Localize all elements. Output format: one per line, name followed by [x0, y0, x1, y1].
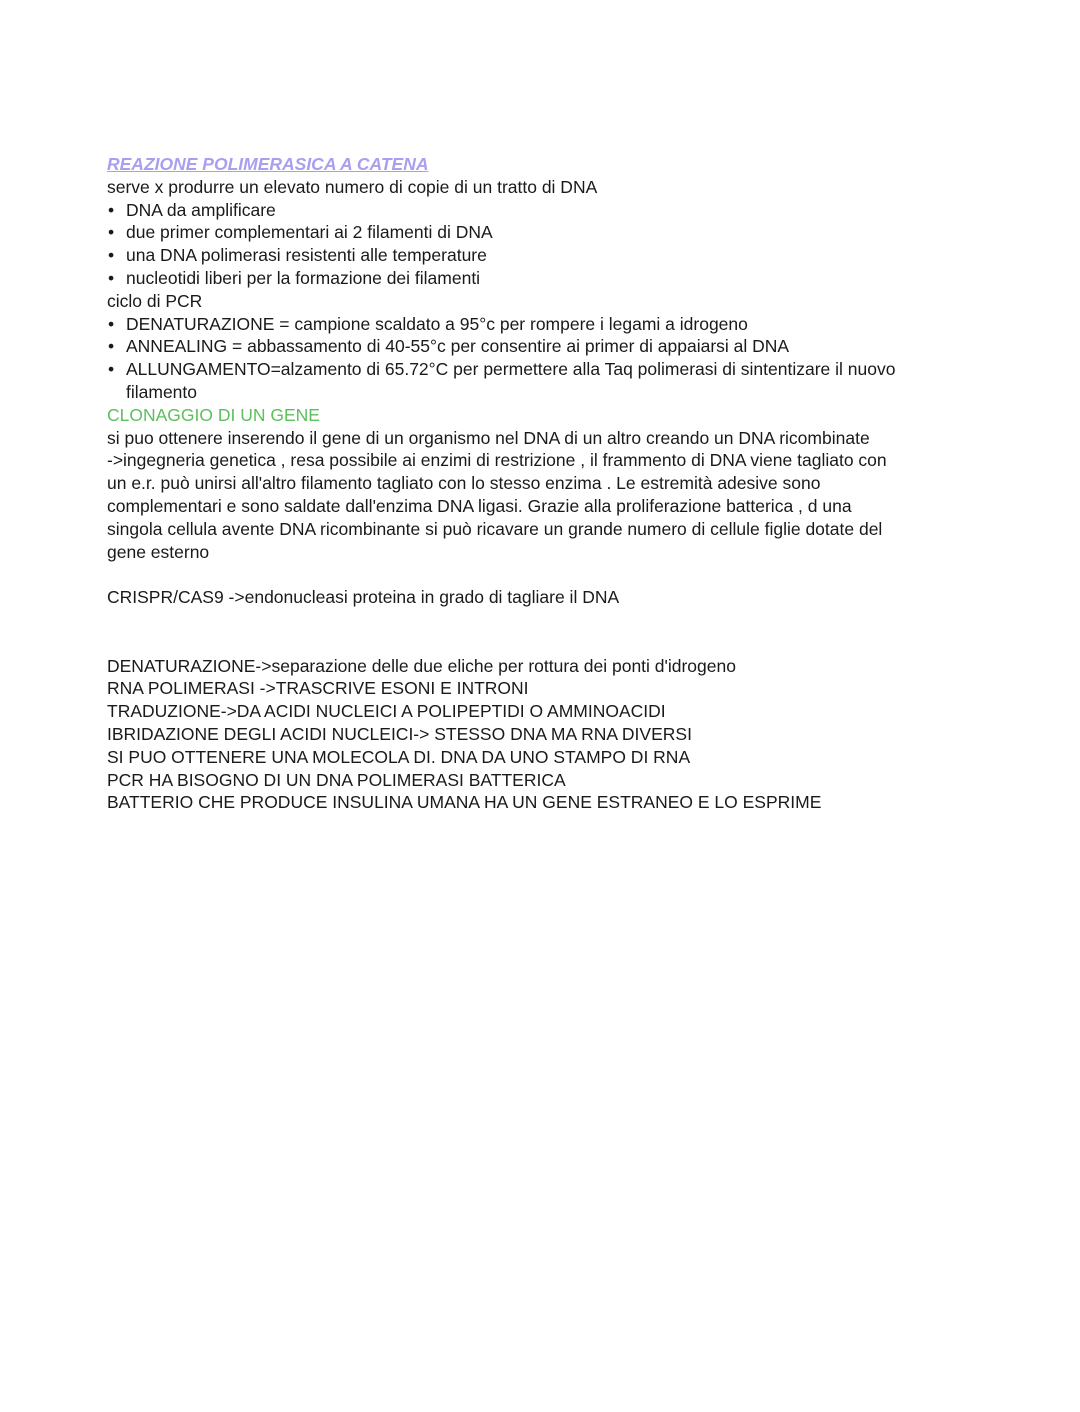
- pcr-cycle-list: [107, 313, 987, 404]
- note-line: IBRIDAZIONE DEGLI ACIDI NUCLEICI-> STESSO DNA MA RNA DIVERSI: [107, 723, 692, 744]
- list-item: • due primer complementari ai 2 filamenti di DNA: [108, 222, 493, 243]
- document-page: [107, 153, 987, 814]
- bullet-icon: •: [108, 245, 115, 266]
- bullet-icon: •: [108, 313, 115, 334]
- list-item: • nucleotidi liberi per la formazione dei filamenti: [108, 267, 481, 288]
- bullet-icon: •: [108, 336, 115, 357]
- pcr-cycle-label: ciclo di PCR: [107, 290, 203, 311]
- pcr-intro: serve x produrre un elevato numero di copie di un tratto di DNA: [107, 176, 598, 197]
- spacer: [107, 563, 987, 586]
- bullet-icon: •: [108, 359, 115, 380]
- list-item-continuation: filamento: [126, 381, 198, 402]
- list-item: • ANNEALING = abbassamento di 40-55°c per consentire ai primer di appaiarsi al DNA: [108, 336, 790, 357]
- note-line: PCR HA BISOGNO DI UN DNA POLIMERASI BATTERICA: [107, 769, 566, 790]
- crispr-line: CRISPR/CAS9 ->endonucleasi proteina in grado di tagliare il DNA: [107, 587, 620, 608]
- note-line: TRADUZIONE->DA ACIDI NUCLEICI A POLIPEPTIDI O AMMINOACIDI: [107, 701, 666, 722]
- pcr-heading: REAZIONE POLIMERASICA A CATENA: [107, 154, 429, 174]
- bullet-icon: •: [108, 222, 115, 243]
- list-item: • DNA da amplificare: [108, 199, 276, 220]
- paragraph-line: ->ingegneria genetica , resa possibile ai enzimi di restrizione , il frammento di DNA viene tagliato con: [107, 450, 887, 471]
- spacer: [107, 609, 987, 655]
- cloning-paragraph: [107, 427, 987, 564]
- cloning-heading: CLONAGGIO DI UN GENE: [107, 404, 320, 425]
- note-line: BATTERIO CHE PRODUCE INSULINA UMANA HA UN GENE ESTRANEO E LO ESPRIME: [107, 792, 822, 813]
- note-line: SI PUO OTTENERE UNA MOLECOLA DI. DNA DA UNO STAMPO DI RNA: [107, 746, 691, 767]
- paragraph-line: un e.r. può unirsi all'altro filamento tagliato con lo stesso enzima . Le estremità adesive sono: [107, 473, 821, 494]
- list-item: • una DNA polimerasi resistenti alle temperature: [108, 245, 487, 266]
- paragraph-line: si puo ottenere inserendo il gene di un organismo nel DNA di un altro creando un DNA ricombinate: [107, 427, 870, 448]
- notes-block: [107, 655, 987, 815]
- bullet-icon: •: [108, 267, 115, 288]
- note-line: DENATURAZIONE->separazione delle due eliche per rottura dei ponti d'idrogeno: [107, 655, 736, 676]
- paragraph-line: gene esterno: [107, 541, 210, 562]
- bullet-icon: •: [108, 199, 115, 220]
- paragraph-line: complementari e sono saldate dall'enzima DNA ligasi. Grazie alla proliferazione batterica , d una: [107, 495, 852, 516]
- pcr-components-list: [107, 199, 987, 290]
- list-item: • ALLUNGAMENTO=alzamento di 65.72°C per permettere alla Taq polimerasi di sintentizare il nuovo: [108, 359, 896, 380]
- paragraph-line: singola cellula avente DNA ricombinante si può ricavare un grande numero di cellule figlie dotate del: [107, 518, 883, 539]
- list-item: • DENATURAZIONE = campione scaldato a 95°c per rompere i legami a idrogeno: [108, 313, 748, 334]
- note-line: RNA POLIMERASI ->TRASCRIVE ESONI E INTRONI: [107, 678, 529, 699]
